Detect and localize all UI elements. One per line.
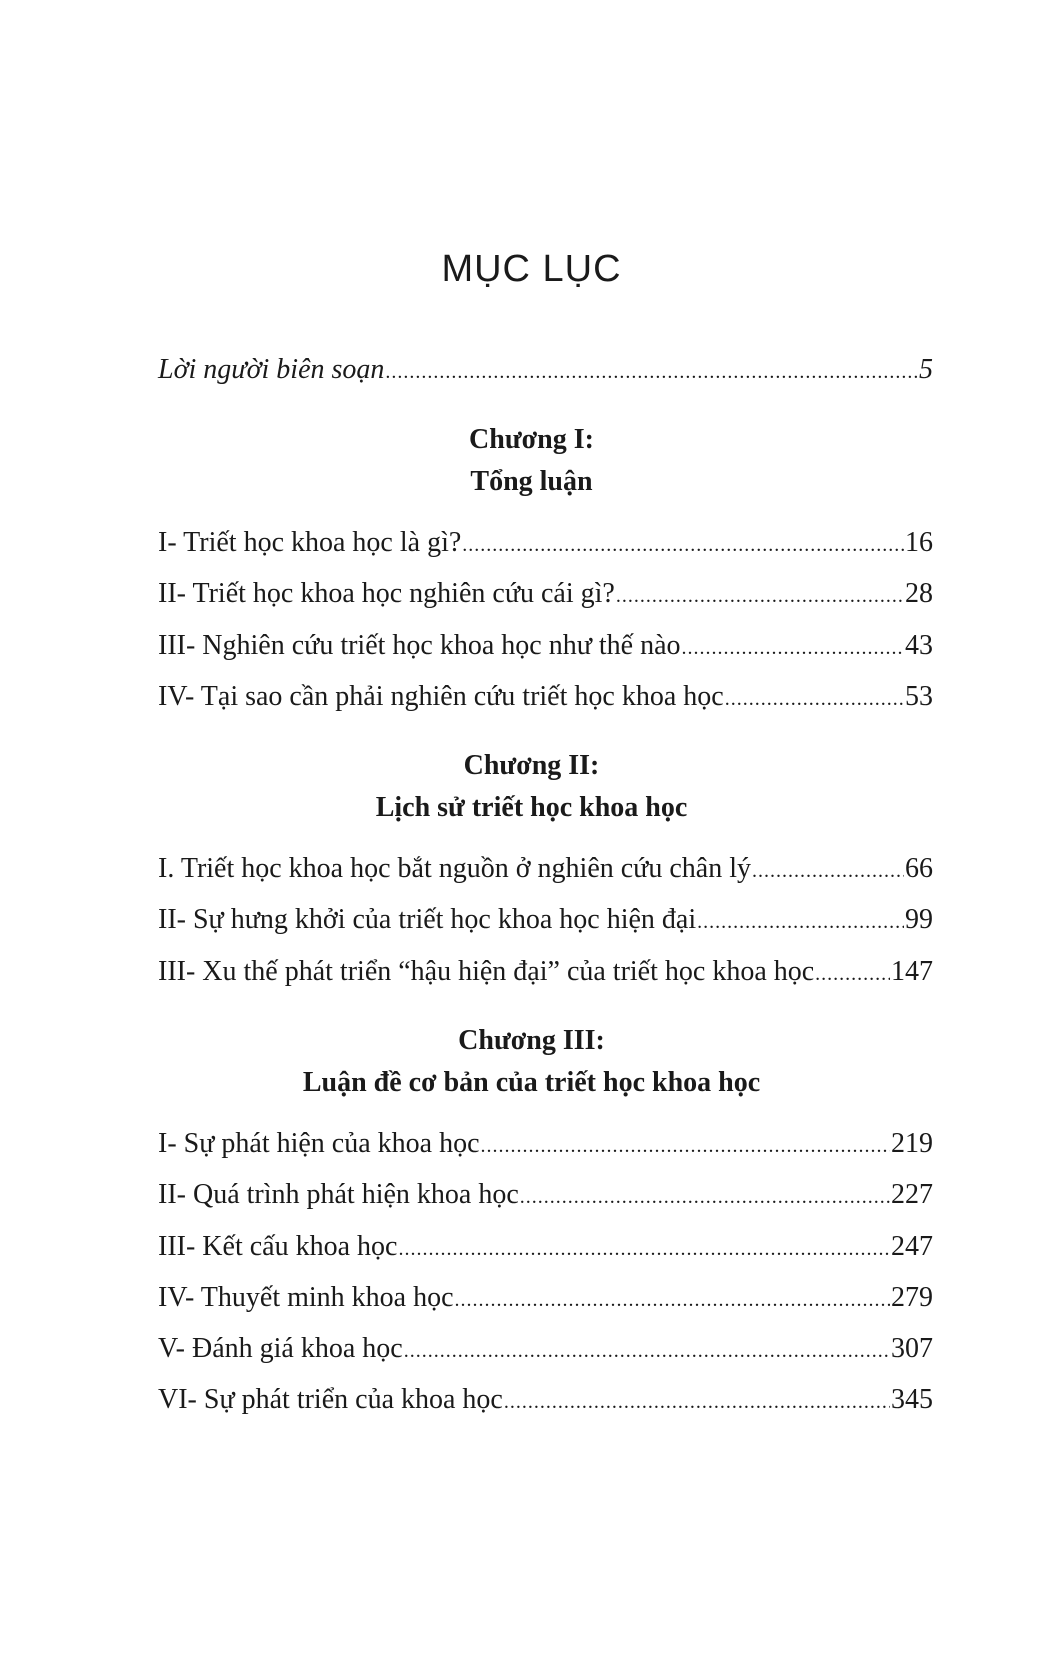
toc-entry-page: 247: [891, 1231, 933, 1262]
toc-entry-page: 28: [905, 578, 933, 609]
toc-entry-label: V- Đánh giá khoa học: [158, 1333, 403, 1364]
toc-entry-page: 66: [905, 853, 933, 884]
toc-entry-label: III- Xu thế phát triển “hậu hiện đại” của triết học khoa học: [158, 956, 815, 987]
dot-leader: [682, 628, 904, 668]
chapter-subtitle: Tổng luận: [470, 466, 593, 497]
toc-entry-page: 5: [919, 354, 933, 385]
toc-entry-page: 99: [905, 904, 933, 935]
toc-entry-page: 53: [905, 681, 933, 712]
toc-entry-preface[interactable]: [158, 350, 933, 390]
dot-leader: [455, 1280, 890, 1320]
toc-entry-label: III- Nghiên cứu triết học khoa học như thế nào: [158, 630, 681, 661]
toc-entry-label: IV- Tại sao cần phải nghiên cứu triết học khoa học: [158, 681, 724, 712]
dot-leader: [385, 352, 918, 392]
dot-leader: [462, 525, 904, 565]
toc-entry-label: VI- Sự phát triển của khoa học: [158, 1384, 503, 1415]
toc-entry[interactable]: [158, 677, 933, 717]
toc-entry-page: 307: [891, 1333, 933, 1364]
toc-entry-page: 16: [905, 527, 933, 558]
toc-entry[interactable]: [158, 626, 933, 666]
dot-leader: [504, 1382, 890, 1422]
toc-entry[interactable]: [158, 574, 933, 614]
toc-entry-label: I. Triết học khoa học bắt nguồn ở nghiên cứu chân lý: [158, 853, 751, 884]
toc-entry-page: 43: [905, 630, 933, 661]
chapter-heading: Chương I:: [469, 424, 594, 455]
toc-entry-page: 227: [891, 1179, 933, 1210]
toc-entry-page: 147: [891, 956, 933, 987]
toc-entry-label: II- Sự hưng khởi của triết học khoa học hiện đại: [158, 904, 697, 935]
toc-entry-label: Lời người biên soạn: [158, 354, 385, 385]
toc-entry[interactable]: [158, 849, 933, 889]
toc-entry[interactable]: [158, 1278, 933, 1318]
dot-leader: [697, 902, 904, 942]
toc-entry[interactable]: [158, 900, 933, 940]
toc-entry[interactable]: [158, 1227, 933, 1267]
chapter-subtitle: Lịch sử triết học khoa học: [375, 792, 688, 823]
dot-leader: [815, 954, 890, 994]
toc-entry[interactable]: [158, 1175, 933, 1215]
page-title: MỤC LỤC: [441, 248, 622, 290]
toc-entry-page: 279: [891, 1282, 933, 1313]
toc-entry-label: I- Triết học khoa học là gì?: [158, 527, 462, 558]
toc-entry[interactable]: [158, 1380, 933, 1420]
toc-entry[interactable]: [158, 523, 933, 563]
dot-leader: [752, 851, 904, 891]
toc-entry[interactable]: [158, 952, 933, 992]
toc-entry-label: II- Triết học khoa học nghiên cứu cái gì?: [158, 578, 615, 609]
toc-entry-page: 219: [891, 1128, 933, 1159]
dot-leader: [725, 679, 904, 719]
toc-entry-label: III- Kết cấu khoa học: [158, 1231, 398, 1262]
toc-entry[interactable]: [158, 1124, 933, 1164]
dot-leader: [398, 1229, 890, 1269]
toc-entry-label: II- Quá trình phát hiện khoa học: [158, 1179, 519, 1210]
dot-leader: [616, 576, 904, 616]
chapter-subtitle: Luận đề cơ bản của triết học khoa học: [302, 1067, 761, 1098]
chapter-heading: Chương III:: [458, 1025, 605, 1056]
toc-entry-page: 345: [891, 1384, 933, 1415]
dot-leader: [481, 1126, 890, 1166]
chapter-heading: Chương II:: [463, 750, 600, 781]
dot-leader: [520, 1177, 890, 1217]
toc-entry[interactable]: [158, 1329, 933, 1369]
dot-leader: [404, 1331, 890, 1371]
toc-entry-label: IV- Thuyết minh khoa học: [158, 1282, 454, 1313]
toc-entry-label: I- Sự phát hiện của khoa học: [158, 1128, 480, 1159]
